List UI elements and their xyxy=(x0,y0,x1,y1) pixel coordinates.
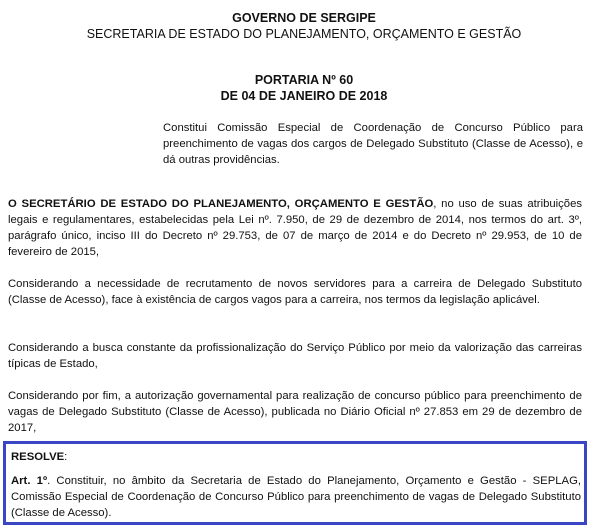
secretariat-title: SECRETARIA DE ESTADO DO PLANEJAMENTO, ORÇAMENTO E GESTÃO xyxy=(86,27,522,41)
considerando-text: Considerando a busca constante da profissionalização do Serviço Público por meio da valorização das carreiras típicas de Estado, xyxy=(8,342,582,370)
resolve-label: RESOLVE xyxy=(11,451,65,463)
considerando-2 xyxy=(8,340,582,372)
considerando-3 xyxy=(8,388,582,436)
portaria-date: DE 04 DE JANEIRO DE 2018 xyxy=(220,89,388,103)
resolve-highlight-box xyxy=(3,441,587,525)
article-1-label: Art. 1º xyxy=(11,475,48,487)
portaria-number: PORTARIA Nº 60 xyxy=(254,73,354,87)
resolve-section xyxy=(11,449,581,521)
preamble xyxy=(8,196,582,260)
ementa xyxy=(163,120,583,168)
preamble-authority: O SECRETÁRIO DE ESTADO DO PLANEJAMENTO, ORÇAMENTO E GESTÃO xyxy=(8,198,434,210)
considerando-text: Considerando por fim, a autorização governamental para realização de concurso público para preenchimento de vagas de Delegado Substituto (Classe de Acesso), publicada no Diário Oficial nº 27.853 em 29 de dezembro de 2017, xyxy=(8,390,582,434)
ementa-text: Constitui Comissão Especial de Coordenação de Concurso Público para preenchimento de vagas dos cargos de Delegado Substituto (Classe de Acesso), e dá outras providências. xyxy=(163,122,583,166)
preamble-text: , no uso de suas atribuições legais e regulamentares, estabelecidas pela Lei nº. 7.950, de 29 de dezembro de 2014, nos termos do art. 3º, parágrafo único, inciso III do Decreto nº 29.753, de 07 de março de 2014 e do Decreto nº 29.953, de 10 de fevereiro de 2015, xyxy=(8,198,583,258)
resolve-colon: : xyxy=(64,451,68,463)
government-title: GOVERNO DE SERGIPE xyxy=(232,11,376,25)
considerando-text: Considerando a necessidade de recrutamento de novos servidores para a carreira de Delegado Substituto (Classe de Acesso), face à existência de cargos vagos para a carreira, nos termos da legislação aplicável. xyxy=(8,278,582,306)
article-1-text: . Constituir, no âmbito da Secretaria de Estado do Planejamento, Orçamento e Gestão - SEPLAG, Comissão Especial de Coordenação de Concurso Público para preenchimento de vagas de Delegado Substituto (Classe de Acesso). xyxy=(11,475,581,519)
considerando-1 xyxy=(8,276,582,308)
